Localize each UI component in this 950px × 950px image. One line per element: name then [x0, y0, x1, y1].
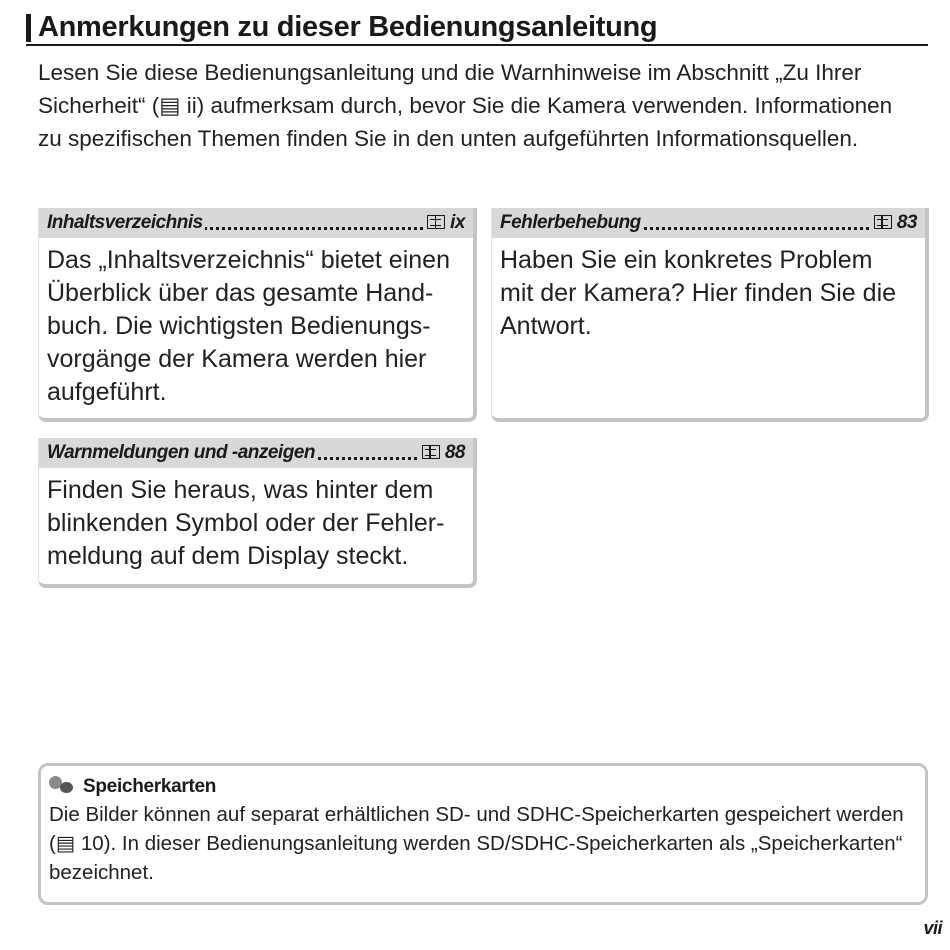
toc-box-body [39, 238, 473, 419]
book-icon [874, 215, 892, 229]
page-title: Anmerkungen zu dieser Bedienungsanleitung [38, 11, 658, 43]
troubleshooting-box [491, 208, 929, 422]
body-line: Überblick über das gesamte Hand- [47, 279, 434, 307]
memory-card-icon [49, 776, 77, 794]
troubleshooting-page-ref [870, 208, 917, 238]
body-line: mit der Kamera? Hier finden Sie die [500, 279, 897, 307]
toc-box [38, 208, 477, 422]
warnings-box [38, 438, 477, 588]
book-icon [427, 215, 445, 229]
section-heading [26, 10, 928, 46]
body-line: Das „Inhaltsverzeichnis“ bietet einen [47, 246, 450, 274]
warnings-box-title: Warnmeldungen und -anzeigen [47, 442, 315, 463]
note-text: Die Bilder können auf separat erhältlichen SD- und SDHC-Speicherkarten gespeichert werden (▤ 10). In dieser Bedienungsanleitung werden SD/SDHC-Speicherkarten als „Speicherkarten“ bezeichnet. [49, 803, 904, 884]
book-icon [422, 445, 440, 459]
body-line: aufgeführt. [47, 378, 167, 406]
body-line: Antwort. [500, 312, 592, 340]
body-line: Haben Sie ein konkretes Problem [500, 246, 873, 274]
toc-ref-number: ix [450, 212, 465, 233]
warnings-box-body [39, 468, 473, 583]
body-line: vorgänge der Kamera werden hier [47, 345, 427, 373]
warnings-box-header [39, 438, 473, 468]
troubleshooting-box-header [492, 208, 925, 238]
intro-paragraph: Lesen Sie diese Bedienungsanleitung und die Warnhinweise im Abschnitt „Zu Ihrer Sicherheit“ (▤ ii) aufmerksam durch, bevor Sie die Kamera verwenden. Informationen zu spezifischen Themen finden Sie in den unten aufgeführten Informationsquellen. [38, 60, 893, 151]
warnings-ref-number: 88 [444, 442, 465, 463]
heading-marker [26, 14, 31, 42]
troubleshooting-box-body [492, 238, 925, 353]
body-line: Finden Sie heraus, was hinter dem [47, 476, 434, 504]
memory-card-note [38, 763, 928, 905]
toc-box-header [39, 208, 473, 238]
body-line: blinkenden Symbol oder der Fehler- [47, 509, 445, 537]
toc-box-title: Inhaltsverzeichnis [47, 212, 203, 233]
body-line: meldung auf dem Display steckt. [47, 542, 409, 570]
toc-page-ref [423, 208, 465, 238]
note-header [49, 774, 915, 800]
troubleshooting-box-title: Fehlerbehebung [500, 212, 641, 233]
warnings-page-ref [418, 438, 465, 468]
page-number: vii [923, 918, 942, 938]
body-line: buch. Die wichtigsten Bedienungs- [47, 312, 431, 340]
troubleshooting-ref-number: 83 [896, 212, 917, 233]
note-title: Speicherkarten [83, 776, 217, 797]
